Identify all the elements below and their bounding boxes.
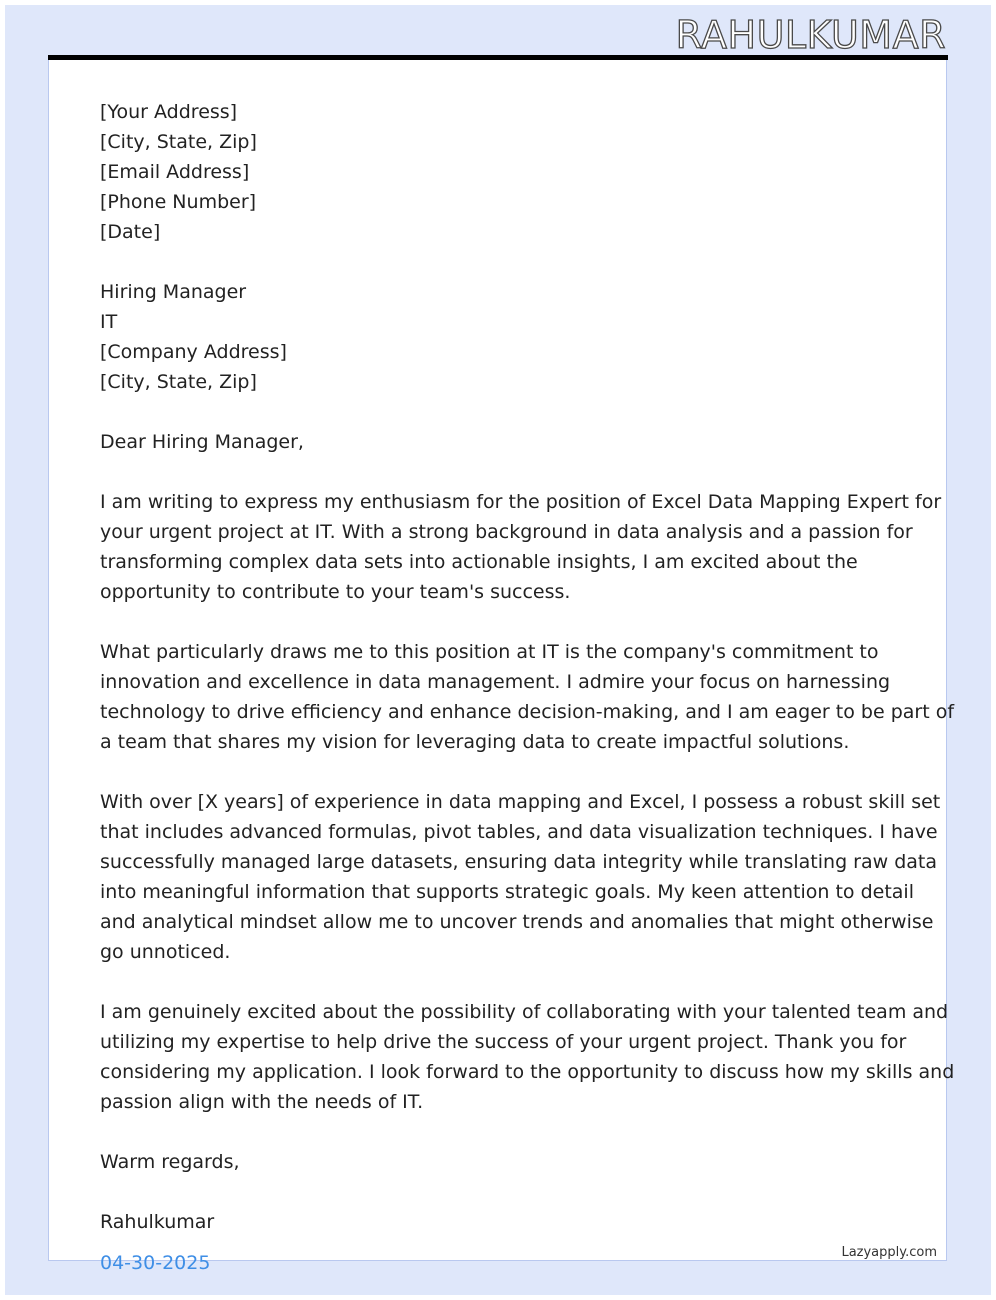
spacer: [100, 607, 900, 637]
paragraph-line: transforming complex data sets into actionable insights, I am excited about the: [100, 551, 858, 573]
signature: Rahulkumar: [100, 1211, 215, 1233]
sender-city-state-zip: [City, State, Zip]: [100, 131, 257, 153]
paragraph-line: I am genuinely excited about the possibility of collaborating with your talented team and: [100, 1001, 949, 1023]
spacer: [100, 457, 900, 487]
spacer: [100, 1177, 900, 1207]
paragraph: [100, 787, 941, 967]
sender-phone: [Phone Number]: [100, 191, 257, 213]
spacer: [100, 1117, 900, 1147]
paragraph: [100, 997, 955, 1117]
recipient-title: Hiring Manager: [100, 281, 247, 303]
sender-address: [Your Address]: [100, 101, 238, 123]
recipient-city-state-zip: [City, State, Zip]: [100, 371, 257, 393]
recipient-address: [Company Address]: [100, 341, 287, 363]
paragraph-line: considering my application. I look forward to the opportunity to discuss how my skills and: [100, 1061, 955, 1083]
sender-date: [Date]: [100, 221, 161, 243]
letter-body: [100, 97, 955, 1237]
recipient-company: IT: [100, 311, 118, 333]
paragraph-line: What particularly draws me to this position at IT is the company's commitment to: [100, 641, 879, 663]
paragraph: [100, 637, 955, 757]
spacer: [100, 247, 900, 277]
paragraph-line: go unnoticed.: [100, 941, 231, 963]
paragraph-line: I am writing to express my enthusiasm for the position of Excel Data Mapping Expert for: [100, 491, 942, 513]
paragraph-line: a team that shares my vision for leveraging data to create impactful solutions.: [100, 731, 850, 753]
paragraph-line: technology to drive efficiency and enhance decision-making, and I am eager to be part of: [100, 701, 955, 723]
salutation: Dear Hiring Manager,: [100, 431, 304, 453]
spacer: [100, 397, 900, 427]
footer-date: 04-30-2025: [100, 1252, 211, 1274]
paragraph-line: utilizing my expertise to help drive the success of your urgent project. Thank you for: [100, 1031, 907, 1053]
header-name: RAHULKUMAR: [675, 13, 946, 57]
spacer: [100, 757, 900, 787]
paragraph-line: opportunity to contribute to your team's success.: [100, 581, 571, 603]
paragraph-line: successfully managed large datasets, ensuring data integrity while translating raw data: [100, 851, 938, 873]
closing: Warm regards,: [100, 1151, 240, 1173]
paragraph-line: With over [X years] of experience in data mapping and Excel, I possess a robust skill set: [100, 791, 941, 813]
paragraph-line: and analytical mindset allow me to uncover trends and anomalies that might otherwise: [100, 911, 934, 933]
paragraph-line: into meaningful information that supports strategic goals. My keen attention to detail: [100, 881, 914, 903]
paragraph-line: passion align with the needs of IT.: [100, 1091, 424, 1113]
paragraph: [100, 487, 942, 607]
sender-email: [Email Address]: [100, 161, 250, 183]
paragraph-line: your urgent project at IT. With a strong background in data analysis and a passion for: [100, 521, 913, 543]
footer-brand: Lazyapply.com: [841, 1245, 937, 1260]
paragraph-line: that includes advanced formulas, pivot tables, and data visualization techniques. I have: [100, 821, 938, 843]
paragraph-line: innovation and excellence in data management. I admire your focus on harnessing: [100, 671, 891, 693]
spacer: [100, 967, 900, 997]
